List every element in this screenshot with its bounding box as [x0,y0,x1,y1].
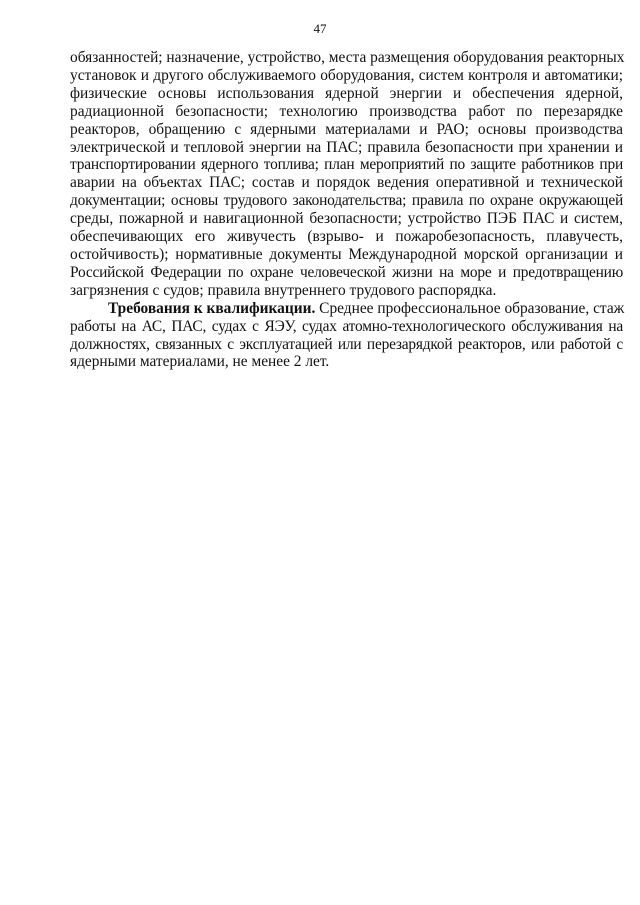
text-line [70,300,623,318]
qualification-heading: Требования к квалификации. [108,299,316,317]
text-line: ядерными материалами, не менее 2 лет. [70,353,330,371]
qualification-text: Среднее профессиональное образование, стаж [315,299,625,317]
text-line: работы на АС, ПАС, судах с ЯЭУ, судах атомно-технологического обслуживания на [70,317,623,335]
text-line: среды, пожарной и навигационной безопасности; устройство ПЭБ ПАС и систем, [70,210,623,228]
text-line: обеспечивающих его живучесть (взрыво- и пожаробезопасность, плавучесть, [70,228,623,246]
text-line: физические основы использования ядерной энергии и обеспечения ядерной, [70,84,623,102]
paragraph-qualification-requirements [70,300,623,372]
text-line: документации; основы трудового законодательства; правила по охране окружающей [70,192,623,210]
document-body [70,49,623,371]
text-line: должностях, связанных с эксплуатацией или перезарядкой реакторов, или работой с [70,335,623,353]
paragraph-duties-knowledge [70,49,623,300]
text-line: транспортировании ядерного топлива; план мероприятий по защите работников при [70,156,623,174]
text-line: электрической и тепловой энергии на ПАС; правила безопасности при хранении и [70,138,623,156]
text-line: Российской Федерации по охране человеческой жизни на море и предотвращению [70,263,623,281]
text-line: аварии на объектах ПАС; состав и порядок ведения оперативной и технической [70,174,623,192]
text-line: радиационной безопасности; технологию производства работ по перезарядке [70,102,623,120]
text-line: обязанностей; назначение, устройство, места размещения оборудования реакторных [70,49,625,66]
text-line: реакторов, обращению с ядерными материалами и РАО; основы производства [70,120,623,138]
text-line: загрязнения с судов; правила внутреннего трудового распорядка. [70,281,497,299]
text-line: остойчивость); нормативные документы Международной морской организации и [70,245,623,263]
page-number: 47 [313,21,327,36]
text-line: установок и другого обслуживаемого оборудования, систем контроля и автоматики; [70,66,623,84]
